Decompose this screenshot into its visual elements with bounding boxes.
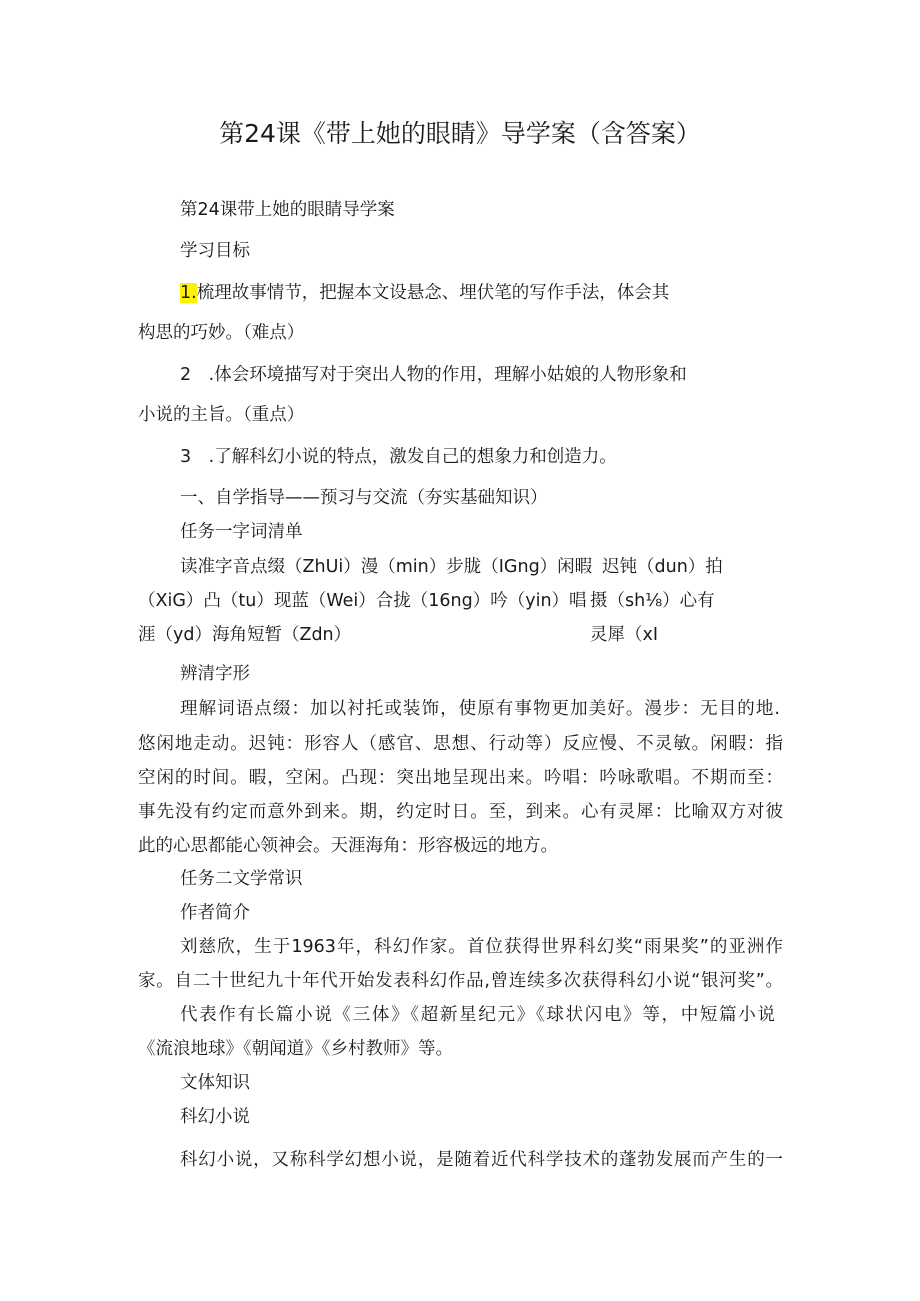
task-1-heading: 任务一字词清单 bbox=[180, 522, 303, 542]
genre-heading: 文体知识 bbox=[180, 1073, 250, 1093]
vocab-line-1: 理解词语点缀：加以衬托或装饰，使原有事物更加美好。漫步：无目的地. bbox=[180, 699, 780, 719]
pinyin-right-line-2: 摄（sh⅛）心有 bbox=[590, 591, 715, 611]
vocab-line-5: 此的心思都能心领神会。天涯海角：形容极远的地方。 bbox=[138, 836, 558, 856]
author-line-2: 家。自二十世纪九十年代开始发表科幻作品,曾连续多次获得科幻小说“银河奖”。 bbox=[138, 971, 783, 991]
vocab-line-2: 悠闲地走动。迟钝：形容人（感官、思想、行动等）反应慢、不灵敏。闲暇：指 bbox=[138, 734, 783, 754]
objective-2-line-1: 2 .体会环境描写对于突出人物的作用，理解小姑娘的人物形象和 bbox=[180, 365, 687, 385]
pinyin-right-line-1: 迟钝（dun）拍 bbox=[602, 557, 723, 577]
glyph-heading: 辨清字形 bbox=[180, 664, 250, 684]
pinyin-line-1: 读准字音点缀（ZhUi）漫（min）步胧（IGng）闲暇 bbox=[180, 557, 593, 577]
objective-1-text: 梳理故事情节，把握本文设悬念、埋伏笔的写作手法，体会其 bbox=[196, 283, 670, 303]
objective-3: 3 .了解科幻小说的特点，激发自己的想象力和创造力。 bbox=[180, 447, 617, 467]
objective-1-line-2: 构思的巧妙。（难点） bbox=[138, 323, 305, 343]
pinyin-right-line-3: 灵犀（xI bbox=[590, 625, 659, 645]
subtitle: 第24课带上她的眼睛导学案 bbox=[180, 200, 395, 220]
author-line-1: 刘慈欣，生于1963年，科幻作家。首位获得世界科幻奖“雨果奖”的亚洲作 bbox=[180, 937, 783, 957]
genre-line-1: 科幻小说，又称科学幻想小说，是随着近代科学技术的蓬勃发展而产生的一 bbox=[180, 1150, 783, 1170]
author-line-4: 《流浪地球》《朝闻道》《乡村教师》等。 bbox=[138, 1039, 453, 1059]
highlight-marker: 1. bbox=[180, 283, 197, 303]
task-2-heading: 任务二文学常识 bbox=[180, 869, 303, 889]
objective-1-line-1 bbox=[180, 281, 669, 305]
vocab-line-3: 空闲的时间。暇，空闲。凸现：突出地呈现出来。吟唱：吟咏歌唱。不期而至： bbox=[138, 768, 783, 788]
vocab-line-4: 事先没有约定而意外到来。期，约定时日。至，到来。心有灵犀：比喻双方对彼 bbox=[138, 802, 783, 822]
objective-2-line-2: 小说的主旨。（重点） bbox=[138, 405, 305, 425]
author-heading: 作者简介 bbox=[180, 903, 250, 923]
pinyin-line-2: （XiG）凸（tu）现蓝（Wei）合拢（16ng）吟（yin）唱 bbox=[138, 591, 587, 611]
author-line-3: 代表作有长篇小说《三体》《超新星纪元》《球状闪电》等，中短篇小说 bbox=[180, 1005, 775, 1025]
section-1-heading: 一、自学指导——预习与交流（夯实基础知识） bbox=[180, 488, 548, 508]
document-title: 第24课《带上她的眼睛》导学案（含答案） bbox=[219, 119, 701, 148]
genre-subheading: 科幻小说 bbox=[180, 1107, 250, 1127]
objectives-heading: 学习目标 bbox=[180, 241, 250, 261]
pinyin-line-3: 涯（yd）海角短暂（Zdn） bbox=[138, 625, 352, 645]
